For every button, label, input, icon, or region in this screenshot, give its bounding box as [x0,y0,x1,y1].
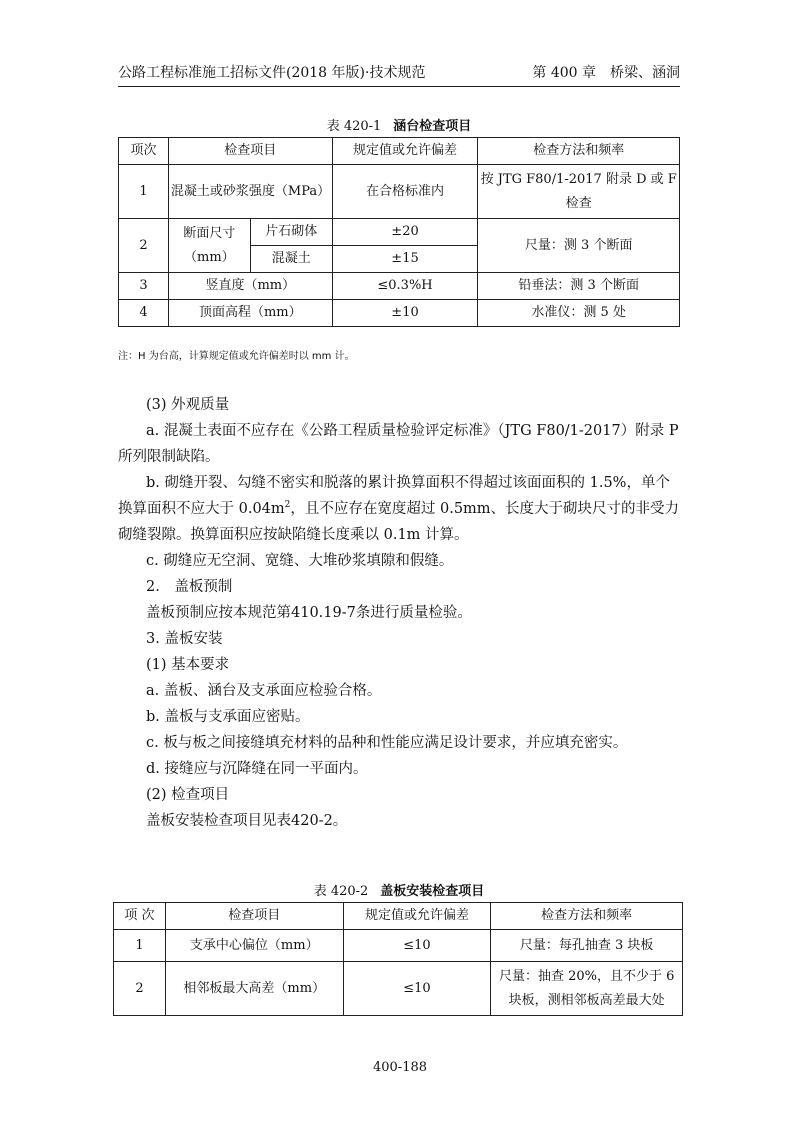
para-req-d: d. 接缝应与沉降缝在同一平面内。 [146,761,368,777]
row-item-line2: （mm） [184,249,235,265]
row-item: 支承中心偏位（mm） [165,930,343,962]
row-value: ≤0.3%H [332,273,478,300]
para-check-ref: 盖板安装检查项目见表420-2。 [146,813,348,829]
table2 [113,902,683,1016]
header-cell: 检查方法和频率 [491,903,683,930]
row-method: 铅垂法：测 3 个断面 [478,273,680,300]
table-row [119,165,680,219]
row-item: 相邻板最大高差（mm） [165,962,343,1016]
para-req-a: a. 盖板、涵台及支承面应检验合格。 [146,683,382,699]
table2-caption-no: 表 420-2 [313,884,369,899]
row-no: 1 [114,930,166,962]
header-cell: 检查项目 [165,903,343,930]
header-cell: 规定值或允许偏差 [343,903,491,930]
para-item-a: a. 混凝土表面不应存在《公路工程质量检验评定标准》（JTG F80/1-2017）附录 P 所列限制缺陷。 [118,423,679,465]
page-number: 400-188 [372,1060,428,1075]
row-method: 尺量：每孔抽查 3 块板 [491,930,683,962]
row-value: ±20 [332,219,478,246]
para-item-c: c. 砌缝应无空洞、宽缝、大堆砂浆填隙和假缝。 [146,553,454,569]
row-subitem: 片石砌体 [250,219,332,246]
table-row [119,300,680,327]
table-row [114,930,683,962]
para-item-b [118,470,680,548]
table2-caption [118,880,680,899]
row-value: ±15 [332,246,478,273]
row-no: 2 [119,219,169,273]
page-header [118,62,680,82]
header-chapter: 第 400 章 桥梁、涵洞 [532,65,680,81]
row-item-line1: 断面尺寸 [183,225,236,241]
header-cell: 项 次 [114,903,166,930]
header-doc-title: 公路工程标准施工招标文件(2018 年版)·技术规范 [118,65,426,81]
row-method: 按 JTG F80/1-2017 附录 D 或 F 检查 [478,165,680,219]
table-row [119,273,680,300]
table-header-row [119,138,680,165]
row-item: 混凝土或砂浆强度（MPa） [168,165,332,219]
row-method: 尺量：抽查 20%，且不少于 6 块板，测相邻板高差最大处 [491,962,683,1016]
para-appearance-heading [118,392,680,418]
para-text: b. 砌缝开裂、勾缝不密实和脱落的累计换算面积不得超过该面面积的 1.5%，单个换算面积不应大于 0.04m [118,475,670,517]
table-row [119,219,680,246]
para-text: ，且不应存在宽度超过 0.5mm、长度大于砌块尺寸的非受力砌缝裂隙。换算面积应按缺陷缝长度乘以 0.1m 计算。 [118,501,680,543]
row-no: 4 [119,300,169,327]
header-cell: 项次 [119,138,169,165]
para-precast: 盖板预制应按本规范第410.19-7条进行质量检验。 [146,605,472,621]
table1-note: 注：H 为台高，计算规定值或允许偏差时以 mm 计。 [118,351,355,362]
para-check-heading: (2) 检查项目 [146,787,230,803]
para-basic-req: (1) 基本要求 [146,657,230,673]
para-section-2: 2. 盖板预制 [146,579,233,595]
row-no: 2 [114,962,166,1016]
row-item: 顶面高程（mm） [168,300,332,327]
table-row [114,962,683,1016]
row-value: ≤10 [343,962,491,1016]
header-cell: 检查方法和频率 [478,138,680,165]
para-text: (3) 外观质量 [146,397,230,413]
table1 [118,137,680,327]
header-cell: 检查项目 [168,138,332,165]
row-method: 水准仪：测 5 处 [478,300,680,327]
superscript: 2 [284,500,291,511]
row-no: 1 [119,165,169,219]
para-section-3: 3. 盖板安装 [146,631,223,647]
row-item: 竖直度（mm） [168,273,332,300]
table2-caption-title: 盖板安装检查项目 [380,884,485,899]
header-divider [118,86,680,87]
row-value: ≤10 [343,930,491,962]
table-header-row [114,903,683,930]
row-item [168,219,250,273]
row-method: 尺量：测 3 个断面 [478,219,680,273]
row-subitem: 混凝土 [250,246,332,273]
table1-caption-no: 表 420-1 [326,119,382,134]
para-req-b: b. 盖板与支承面应密贴。 [146,709,310,725]
row-value: ±10 [332,300,478,327]
row-value: 在合格标准内 [332,165,478,219]
row-no: 3 [119,273,169,300]
table1-caption-title: 涵台检查项目 [393,119,472,134]
para-req-c: c. 板与板之间接缝填充材料的品种和性能应满足设计要求，并应填充密实。 [146,735,628,751]
header-cell: 规定值或允许偏差 [332,138,478,165]
table1-caption [118,115,680,134]
